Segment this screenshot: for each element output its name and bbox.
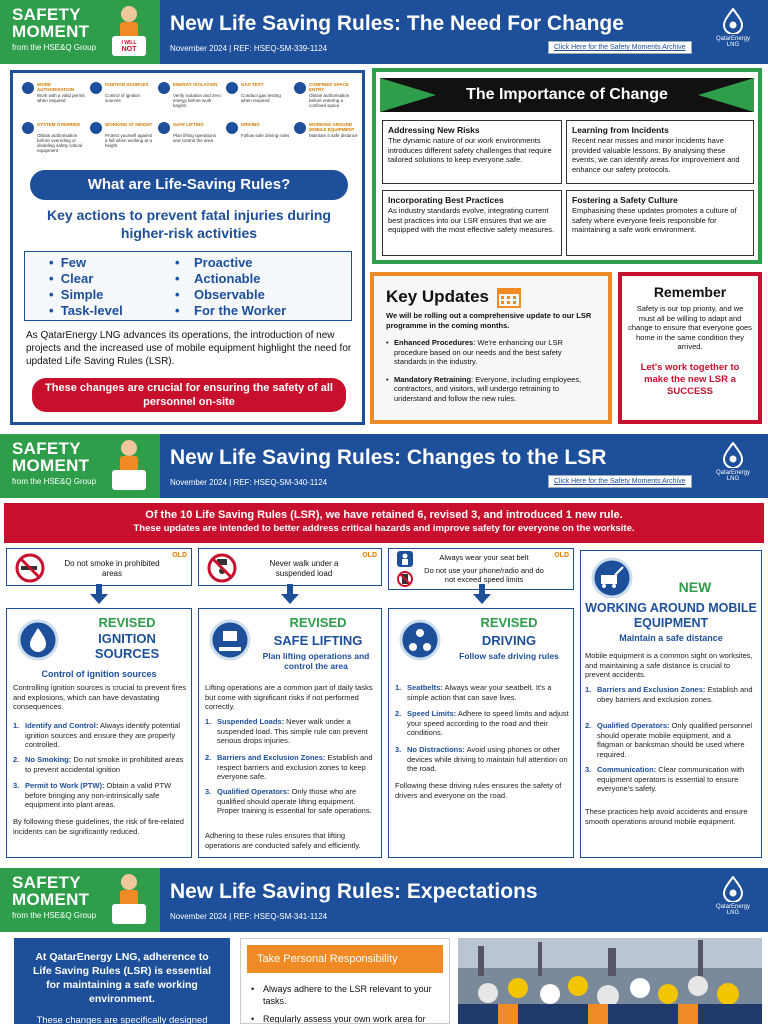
rule-tile [22,122,88,160]
revised-driving-card: REVISED DRIVING Follow safe driving rules 1. Seatbelts: Always wear your seatbelt. It's a simple action that can save lives. 2. Speed Limits: Adhere to speed limits and adjust your speed according to the road and their conditions. 3. No Distractions: Avoid using phones or other devices while driving to maintain full attention on the road. Following these driving rules ensures the safety of drivers and everyone on the road. [388,608,574,858]
safety-moment-badge [0,0,160,64]
driving-icon [399,619,441,661]
rule-icon [226,82,238,94]
attr-left-0: • Few [49,255,87,270]
safety-moment-badge-3: SAFETY MOMENT from the HSE&Q Group [0,868,160,932]
rule-desc: Work with a valid permit when required [37,93,85,103]
logo-sub: LNG [726,42,740,48]
page-title-1: New Life Saving Rules: The Need For Change [170,12,624,35]
key-updates-panel [370,272,612,424]
sm-title-2: MOMENT [12,22,90,41]
rule-desc: Follow safe driving rules [241,133,290,138]
rule-desc: Conduct gas testing when required [241,93,281,103]
adherence-panel [14,938,230,1024]
lsr-attributes [24,251,352,321]
rule-name: GAS TEST [241,82,264,87]
rule-tile [226,82,292,120]
no-smoking-icon [15,553,45,583]
rule-tile [294,82,360,120]
rule-desc: Obtain authorisation before entering a confined space [309,93,350,108]
remember-title: Remember [653,284,727,300]
what-are-lsr: What are Life-Saving Rules? [30,170,348,200]
adherence-cut: These changes are specifically designed [36,1015,208,1024]
lifting-hand-icon [209,619,251,661]
rule-name: WORKING AROUND MOBILE EQUIPMENT [309,122,355,132]
rule-icon [294,122,306,134]
ref-2: November 2024 | REF: HSEQ-SM-340-1124 [170,478,328,487]
arrow-down-icon [473,594,491,604]
old-rule-driving: Always wear your seat belt Do not use your phone/radio and do not exceed speed limits OLD [388,548,574,590]
calendar-icon [497,286,521,308]
old-rule-suspended-load: Never walk under a suspended load OLD [198,548,382,586]
rule-icon [158,122,170,134]
rule-tile [90,122,156,160]
no-phone-icon [397,571,413,587]
rule-icon [158,82,170,94]
safety-moment-badge-2: SAFETY MOMENT from the HSE&Q Group [0,434,160,498]
key-updates-intro: We will be rolling out a comprehensive update to our LSR programme in the coming months. [386,311,592,330]
attr-right-3: • For the Worker [175,303,287,318]
flame-drop-icon-3 [721,876,745,902]
mobile-title: WORKING AROUND MOBILE EQUIPMENT [585,601,757,630]
rule-desc: Maintain a safe distance [309,133,358,138]
rule-tile [90,82,156,120]
rule-desc: Protect yourself against a fall when working at a height [105,133,153,148]
no-walk-under-load-icon [207,553,237,583]
qatarenergy-logo [710,8,756,58]
update-0: • Enhanced Procedures: We're enhancing our LSR procedure based on our needs and the best safety standards in the industry. [386,338,563,366]
page-title-3: New Life Saving Rules: Expectations [170,880,538,903]
card-safety-culture: Fostering a Safety Culture Emphasising these updates promotes a culture of safety where everyone feels responsible for maintaining a safe work environment. [566,190,754,256]
logo-text: QatarEnergy [715,36,751,42]
new-mobile-equipment-card: NEW WORKING AROUND MOBILE EQUIPMENT Maintain a safe distance Mobile equipment is a common sight on worksites, and maintaining a safe distance is crucial to prevent accidents. 1. Barriers and Exclusion Zones: Establish and obey barriers and exclusion zones. 2. Qualified Operators: Only qualified personnel should operate mobile equipment, and a flagman or banksman should be used where required. 3. Communication: Clear communication with equipment operators is essential to ensure everyone's safety. These practices help avoid accidents and ensure smooth operations around mobile equipment. [580,550,762,858]
rule-desc: Control of ignition sources [105,93,141,103]
rule-name: SAFE LIFTING [173,122,204,127]
banner-line-2: These updates are intended to better address critical hazards and improve safety for everyone on the worksite. [133,523,635,534]
sm-sub: from the HSE&Q Group [12,43,97,52]
rule-icon [22,82,34,94]
rule-icons-grid [22,82,358,162]
key-actions: Key actions to prevent fatal injuries during higher-risk activities [47,207,331,241]
remember-text: Safety is our top priority, and we must all be willing to adapt and change to ensure that everyone goes home in the same condition they arrived. [628,304,752,351]
safety-kid-icon-3 [106,872,152,928]
remember-panel [618,272,762,424]
mobile-equipment-icon [591,557,633,599]
card-new-risks: Addressing New Risks The dynamic nature of our work environments introduces different safety challenges that require tailored solutions to keep everyone safe. [382,120,562,184]
banner-line-1: Of the 10 Life Saving Rules (LSR), we have retained 6, revised 3, and introduced 1 new rule. [145,509,623,521]
intro-text: As QatarEnergy LNG advances its operations, the introduction of new projects and the increased use of mobile equipment highlight the need for updated Life Saving Rules (LSR). [26,330,352,367]
driving-title: DRIVING [481,633,537,648]
responsibility-title: Take Personal Responsibility [247,945,443,973]
rule-name: WORK AUTHORISATION [37,82,75,92]
rule-desc: Plan lifting operations and control the area [173,133,217,143]
rule-name: IGNITION SOURCES [105,82,149,87]
archive-link-1[interactable]: Click Here for the Safety Moments Archive [548,41,692,54]
arrow-down-icon [90,594,108,604]
attr-right-1: • Actionable [175,271,261,286]
rule-icon [294,82,306,94]
attr-right-0: • Proactive [175,255,253,270]
rule-name: WORKING AT HEIGHT [105,122,153,127]
seatbelt-icon [397,551,413,567]
rule-tile [226,122,292,160]
rule-name: DRIVING [241,122,260,127]
attr-left-2: • Simple [49,287,104,302]
old-rule-smoking: Do not smoke in prohibited areas OLD [6,548,192,586]
rule-icon [90,82,102,94]
page-title-2: New Life Saving Rules: Changes to the LSR [170,446,607,469]
update-1: • Mandatory Retraining: Everyone, including employees, contractors, and visitors, will undergo retraining to understand and follow the new rules. [386,374,582,403]
rule-icon [22,122,34,134]
responsibility-panel [240,938,450,1024]
workers-photo [458,938,762,1024]
resp-item-0: • Always adhere to the LSR relevant to your tasks. [251,984,432,1006]
flame-drop-icon [721,8,745,34]
rule-tile [158,122,224,160]
svg-text:NOT: NOT [121,46,137,53]
importance-header [380,78,754,112]
flame-drop-icon-2 [721,442,745,468]
rule-tile [158,82,224,120]
ignition-title: IGNITION SOURCES [94,631,160,661]
lsr-summary-banner [4,503,764,543]
revised-ignition-card: REVISED IGNITION SOURCES Control of ignition sources Controlling ignition sources is crucial to prevent fires and explosions, which can have devastating consequences. 1. Identify and Control: Always identify potential ignition sources and ensure they are properly controlled. 2. No Smoking: Do not smoke in prohibited areas to prevent accidental ignition 3. Permit to Work (PTW): Obtain a valid PTW before bringing any non-intrinsically safe equipment into plant areas. By following these guidelines, the risk of fire-related incidents can be significantly reduced. [6,608,192,858]
safety-kid-icon-2 [106,438,152,494]
card-learning: Learning from Incidents Recent near misses and minor incidents have provided valuable lessons. By analysing these events, we can identify areas for improvement and enhance our safety protocols. [566,120,754,184]
archive-link-2[interactable]: Click Here for the Safety Moments Archive [548,475,692,488]
key-updates-title: Key Updates [386,287,489,306]
rule-name: ENERGY ISOLATION [173,82,218,87]
banner-3 [0,868,768,932]
rule-name: SYSTEM OVERRIDE [37,122,81,127]
lifting-title: SAFE LIFTING [273,633,363,648]
ref-3: November 2024 | REF: HSEQ-SM-341-1124 [170,912,328,921]
crucial-banner: These changes are crucial for ensuring the safety of all personnel on-site [32,378,346,412]
rule-tile [294,122,360,160]
safety-kid-icon [106,4,152,60]
sm-title-1: SAFETY [12,5,81,24]
qatarenergy-logo-2: QatarEnergy LNG [710,442,756,492]
rule-desc: Verify isolation and zero energy before work begins [173,93,221,108]
rule-icon [226,122,238,134]
banner-1 [0,0,768,64]
revised-lifting-card: REVISED SAFE LIFTING Plan lifting operations and control the area Lifting operations are a common part of daily tasks but come with significant risks if not performed correctly. 1. Suspended Loads: Never walk under a suspended load. This simple rule can prevent serious drops injuries. 2. Barriers and Exclusion Zones: Establish and respect barriers and exclusion zones to keep everyone safe. 3. Qualified Operators: Only those who are qualified should operate lifting equipment. Proper training is essential for safe operations. Adhering to these rules ensures that lifting operations are conducted safely and efficiently. [198,608,382,858]
svg-text:I WILL: I WILL [121,40,137,46]
attr-left-3: • Task-level [49,303,123,318]
attr-right-2: • Observable [175,287,265,302]
ref-1: November 2024 | REF: HSEQ-SM-339-1124 [170,44,328,53]
resp-item-1: • Regularly assess your own work area for [251,1014,426,1024]
flame-icon [17,619,59,661]
card-best-practices: Incorporating Best Practices As industry standards evolve, integrating current best practices into our LSR ensures that we are equipped with the most effective safety measures. [382,190,562,256]
rule-desc: Obtain authorisation before overriding or disabling safety critical equipment [37,133,83,153]
attr-left-1: • Clear [49,271,94,286]
rule-tile [22,82,88,120]
qatarenergy-logo-3: QatarEnergy LNG [710,876,756,926]
importance-title: The Importance of Change [466,86,668,103]
adherence-text: At QatarEnergy LNG, adherence to Life Saving Rules (LSR) is essential for maintaining a safe working environment. [33,951,211,1005]
arrow-down-icon [281,594,299,604]
rule-icon [90,122,102,134]
remember-cta: Let's work together to make the new LSR a SUCCESS [640,361,740,397]
rule-name: CONFINED SPACE ENTRY [309,82,349,92]
banner-2 [0,434,768,498]
